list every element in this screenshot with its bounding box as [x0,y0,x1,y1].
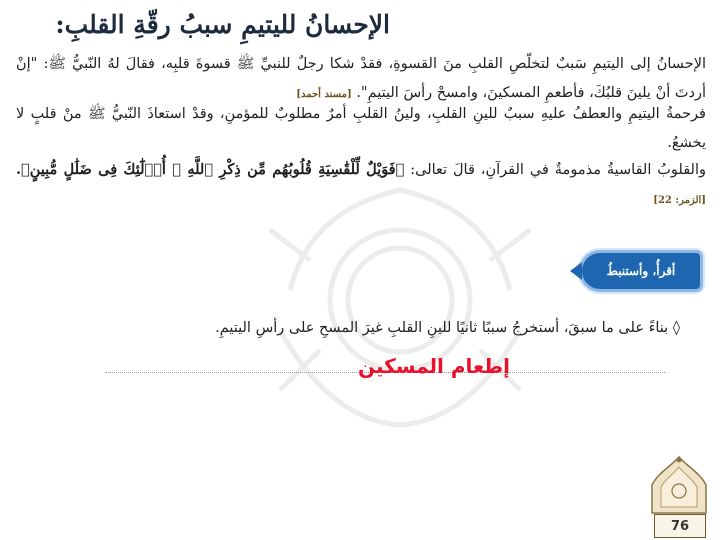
paragraph-hard-hearts [16,155,706,215]
activity-question: ◊ بناءً على ما سبقَ، أستخرجُ سببًا ثانيًا للينِ القلبِ غيرَ المسحِ على رأسِ اليتيمِ. [215,320,680,336]
quran-verse: ﴿فَوَيْلٌ لِّلْقَٰسِيَةِ قُلُوبُهُم مِّن ذِكْرِ ٱللَّهِ ۚ أُو۟لَٰٓئِكَ فِى ضَلَٰلٍ مُّبِينٍ﴾. [16,161,405,178]
activity-badge [582,253,700,289]
verse-reference: [الزمر: 22] [653,195,706,206]
paragraph-2-text: فرحمةُ اليتيمِ والعطفُ عليهِ سببٌ للينِ القلبِ، ولينُ القلبِ أمرٌ مطلوبٌ للمؤمنِ، وقدْ استعاذَ النّبيُّ ﷺ منْ قلبٍ لا يخشعُ. [16,106,706,151]
activity-label: أقرأُ، وأستنبطُ [606,264,676,278]
answer-text[interactable]: إطعام المسكين [357,354,510,378]
hadith-reference: [مسند أحمد] [296,89,352,100]
paragraph-1-text: الإحسانُ إلى اليتيمِ سَببٌ لتخلّصِ القلبِ منَ القسوةِ، فقدْ شكا رجلٌ للنبيِّ ﷺ قسوةَ قلبِه، فقالَ لهُ النّبيُّ ﷺ: "إنْ أردتَ أنْ يلينَ قلبُكَ، فأطعمِ المسكينَ، وامسحْ رأسَ اليتيمِ". [16,56,707,101]
badge-arrow-icon [570,262,582,280]
section-title: الإحسانُ لليتيمِ سببُ رقّةِ القلبِ: [55,10,390,39]
page-number: 76 [654,514,706,538]
paragraph-soft-heart [16,100,706,158]
paragraph-3-lead: والقلوبُ القاسيةُ مذمومةٌ في القرآنِ، قالَ تعالى: [410,162,707,178]
page-ornament-icon [648,455,710,515]
